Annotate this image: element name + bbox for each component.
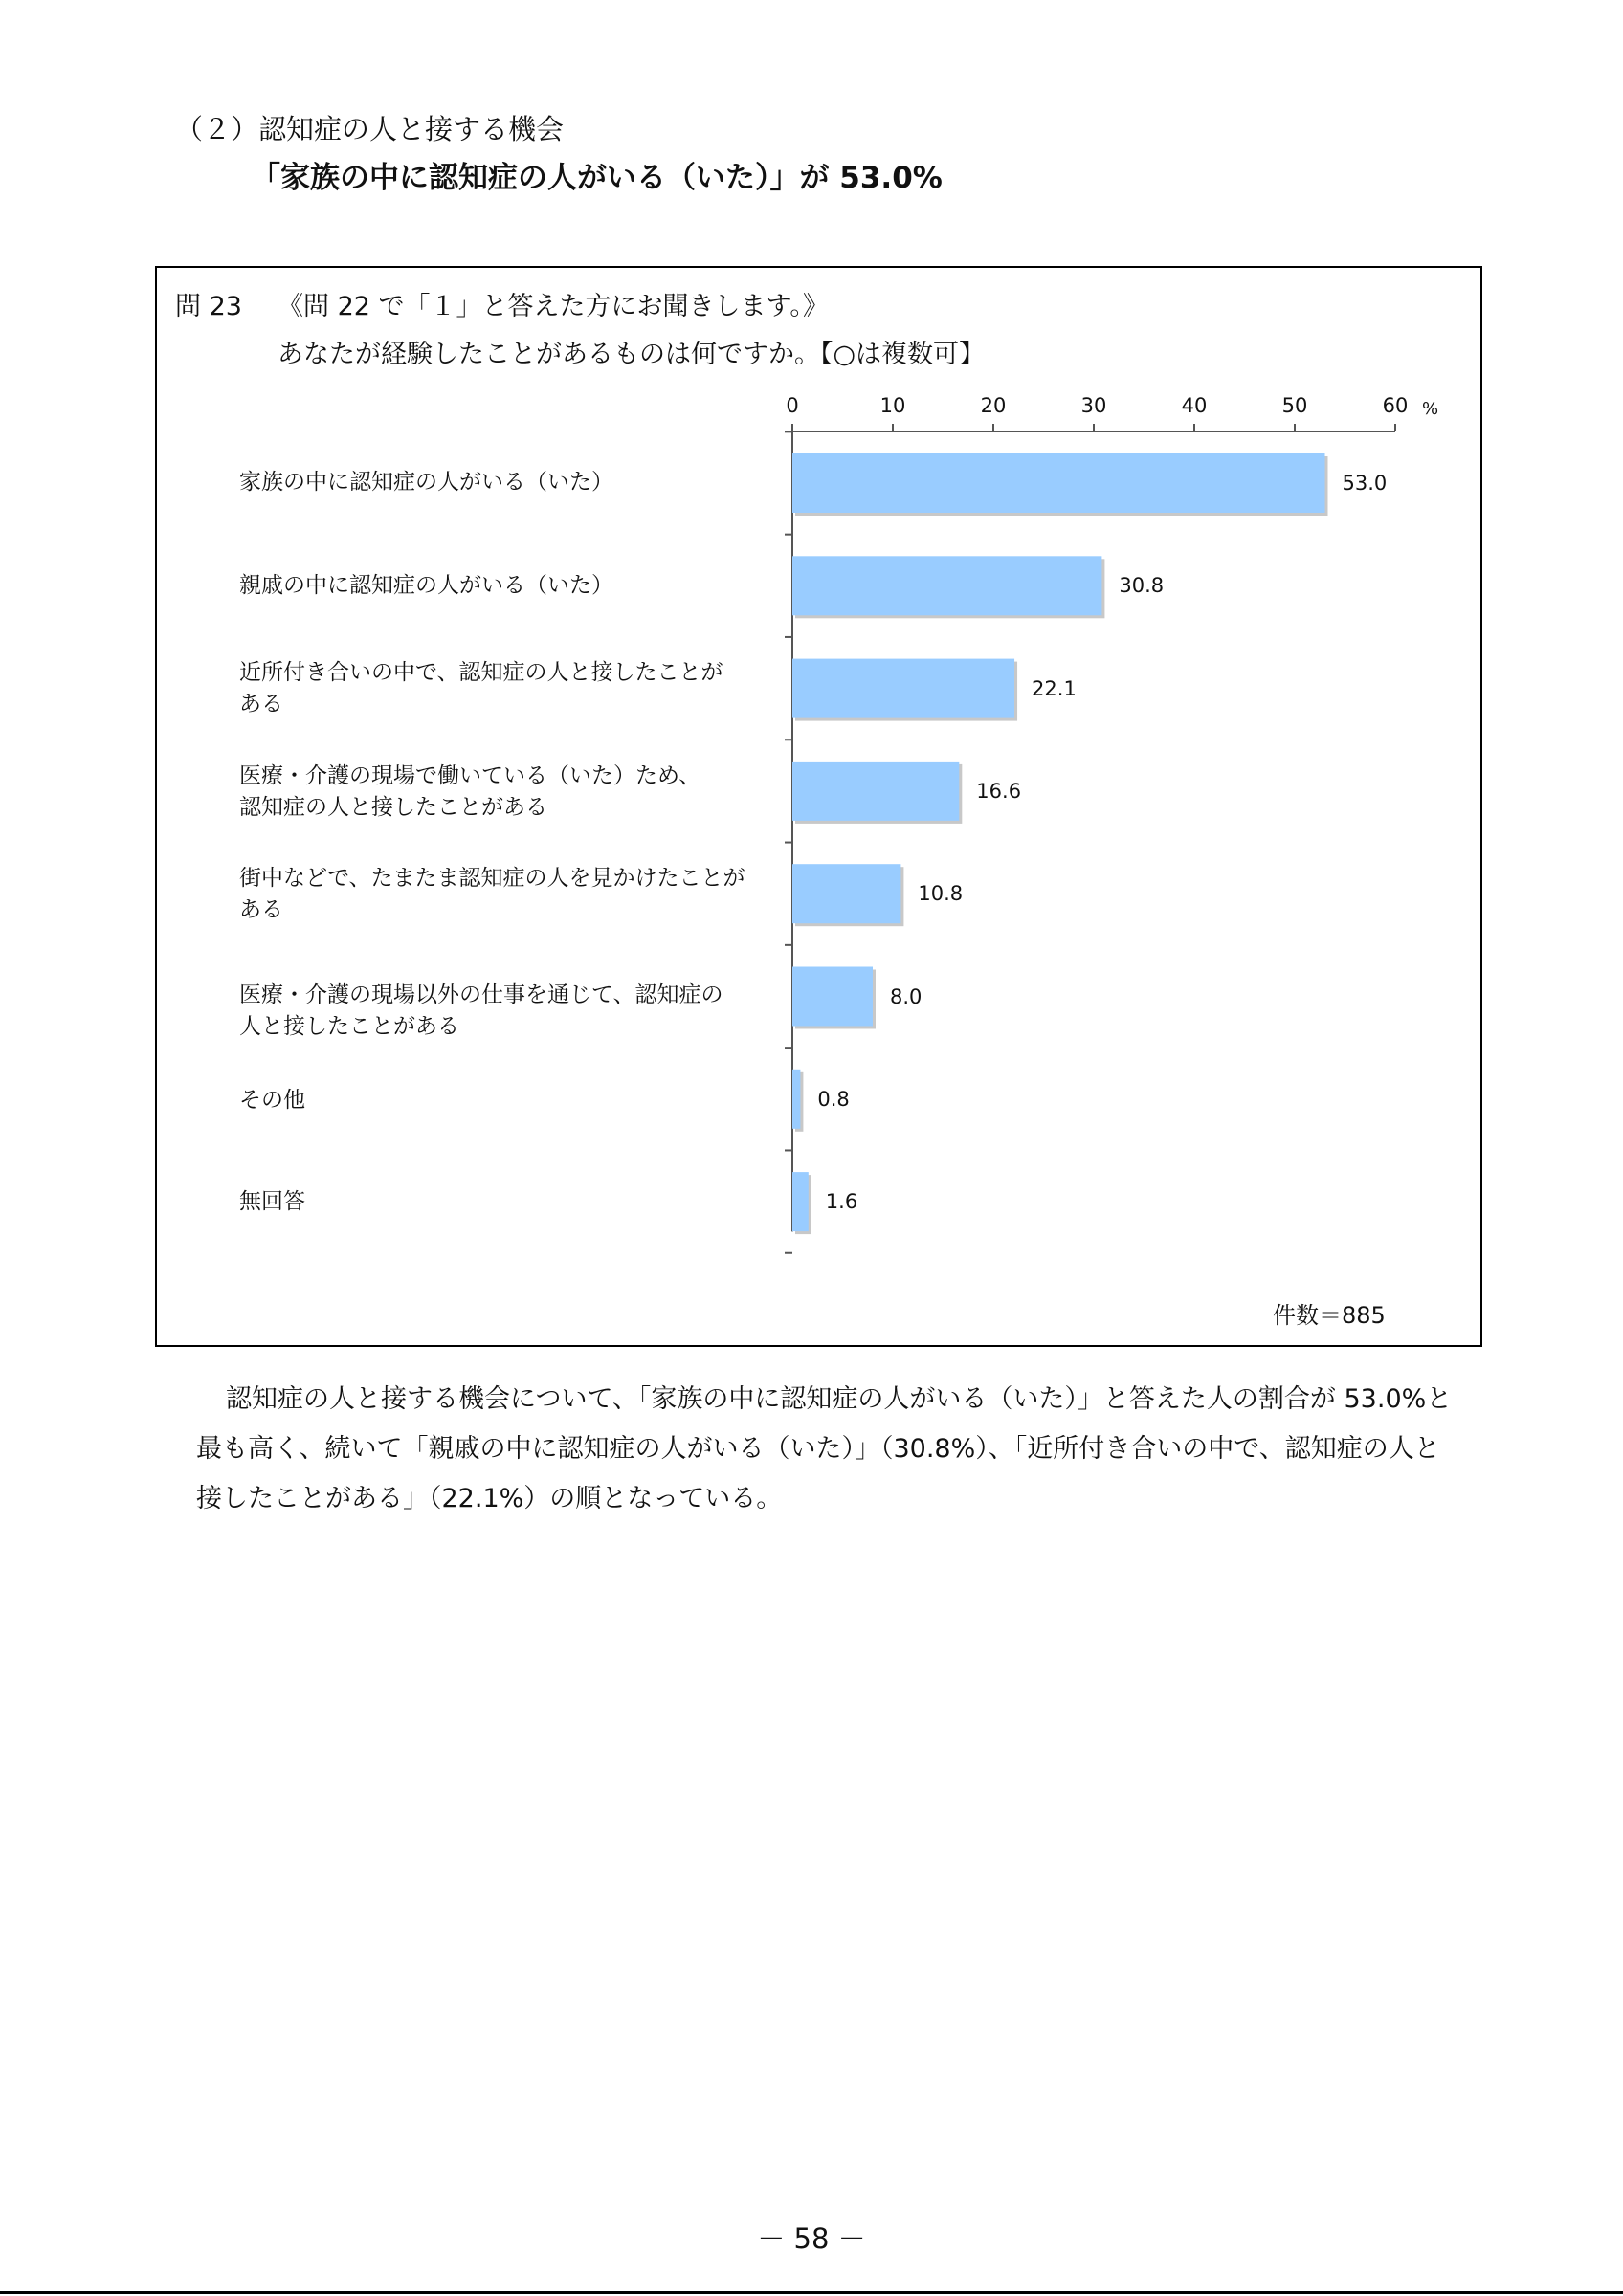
category-label: 医療・介護の現場で働いている（いた）ため、 認知症の人と接したことがある — [239, 763, 701, 820]
bar — [792, 967, 873, 1027]
x-tick-label: 20 — [980, 394, 1007, 417]
bottom-rule — [0, 2291, 1623, 2294]
page-number: － 58 － — [757, 2222, 866, 2255]
bar-value-label: 0.8 — [817, 1087, 850, 1111]
x-tick-label: 0 — [786, 394, 799, 417]
bar — [792, 659, 1014, 718]
bar — [792, 864, 900, 923]
question-text-1: 《問 22 で「１」と答えた方にお聞きします。》 — [278, 292, 829, 321]
bar — [792, 1172, 809, 1231]
bar — [792, 556, 1101, 615]
question-line-2: あなたが経験したことがあるものは何ですか。【○は複数可】 — [278, 340, 986, 369]
x-tick-label: 40 — [1181, 394, 1208, 417]
section-subtitle: 「家族の中に認知症の人がいる（いた）」が 53.0% — [251, 161, 943, 195]
x-tick-label: 50 — [1281, 394, 1308, 417]
sample-size: 件数＝885 — [1273, 1302, 1386, 1329]
category-label: 家族の中に認知症の人がいる（いた） — [239, 470, 613, 495]
x-tick-label: 60 — [1382, 394, 1409, 417]
category-label: 街中などで、たまたま認知症の人を見かけたことが ある — [239, 866, 745, 922]
summary-paragraph: 認知症の人と接する機会について、「家族の中に認知症の人がいる（いた）」と答えた人の割合が 53.0%と最も高く、続いて「親戚の中に認知症の人がいる（いた）」（30.8%）、「近所付き合いの中で、認知症の人と接したことがある」（22.1%）の順となっている。 — [196, 1384, 1453, 1513]
bar — [792, 453, 1325, 513]
category-label: 医療・介護の現場以外の仕事を通じて、認知症の 人と接したことがある — [239, 982, 723, 1039]
bar-value-label: 53.0 — [1342, 472, 1388, 495]
bar-value-label: 16.6 — [976, 779, 1022, 803]
category-label: 親戚の中に認知症の人がいる（いた） — [239, 573, 613, 598]
bar-value-label: 8.0 — [890, 984, 923, 1008]
bar-value-label: 10.8 — [918, 882, 964, 906]
section-heading: （２）認知症の人と接する機会 — [175, 113, 565, 145]
bar — [792, 762, 959, 821]
bar — [792, 1070, 800, 1129]
bar-value-label: 1.6 — [825, 1190, 858, 1214]
question-number: 問 23 — [175, 292, 242, 321]
axis-unit: % — [1422, 399, 1439, 419]
category-label: その他 — [239, 1088, 305, 1113]
category-label: 無回答 — [239, 1189, 305, 1214]
bar-value-label: 30.8 — [1119, 574, 1165, 598]
x-tick-label: 30 — [1080, 394, 1107, 417]
bar-value-label: 22.1 — [1032, 676, 1077, 700]
category-label: 近所付き合いの中で、認知症の人と接したことが ある — [239, 660, 723, 717]
x-tick-label: 10 — [879, 394, 906, 417]
